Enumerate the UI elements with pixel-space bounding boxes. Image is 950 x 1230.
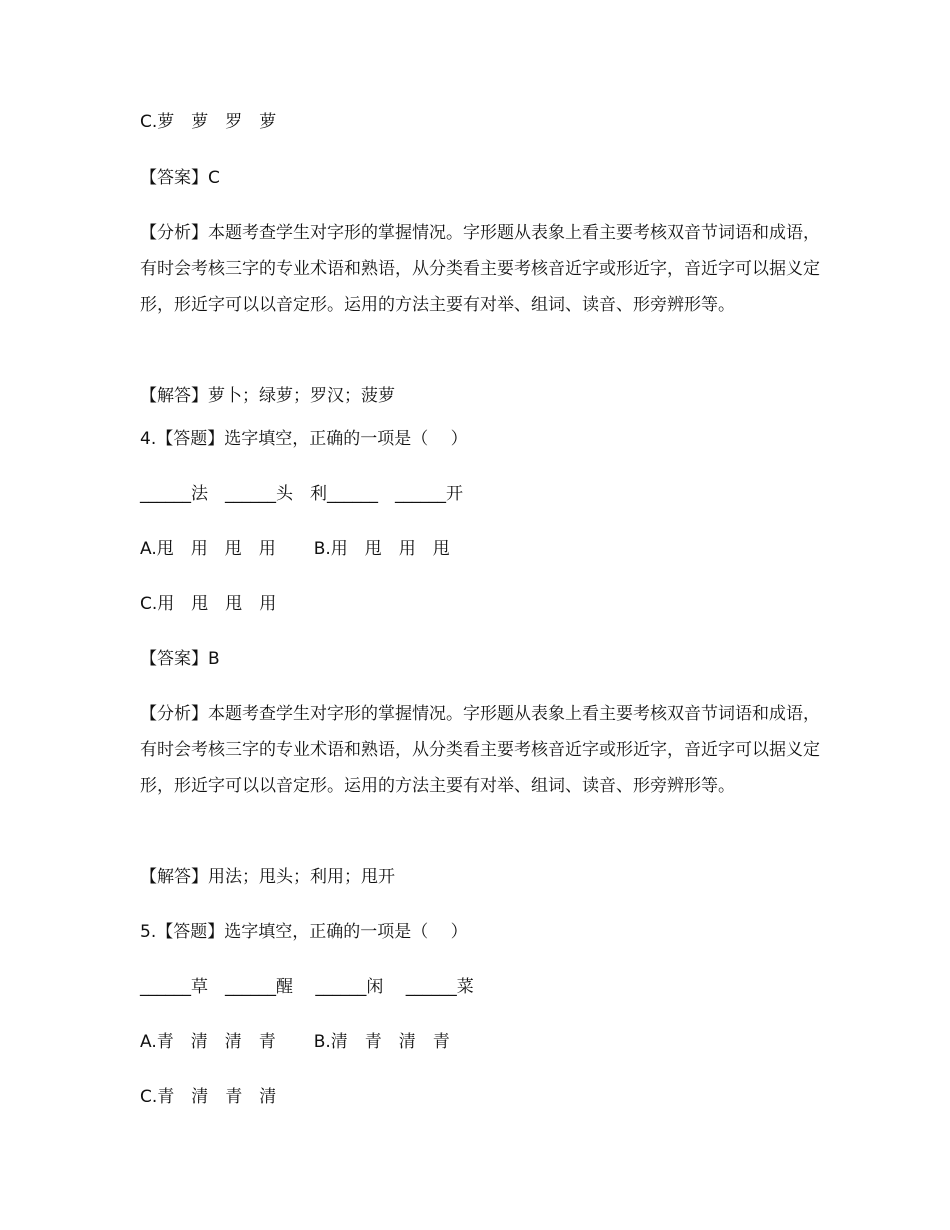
q4-question: 4.【答题】选字填空，正确的一项是（ ） [140,429,468,449]
q4-option-c: C.用 甩 甩 用 [140,594,277,614]
q3-solution: 【解答】萝卜；绿萝；罗汉；菠萝 [140,386,395,406]
q5-option-a: A.青 清 清 青 [140,1032,276,1052]
q4-option-b: B.用 甩 用 甩 [313,539,450,559]
q4-answer: 【答案】B [140,649,220,669]
q5-option-c: C.青 清 青 清 [140,1087,277,1107]
q4-solution: 【解答】用法；甩头；利用；甩开 [140,867,395,887]
q5-blanks: ______草 ______醒 ______闲 ______菜 [140,977,474,997]
q3-answer: 【答案】C [140,168,220,188]
q5-options-ab [140,1030,450,1054]
q3-analysis: 【分析】本题考查学生对字形的掌握情况。字形题从表象上看主要考核双音节词语和成语，有时会考核三字的专业术语和熟语，从分类看主要考核音近字或形近字，音近字可以据义定形，形近字可以以音定形。运用的方法主要有对举、组词、读音、形旁辨形等。 [140,223,820,315]
q4-options-ab [140,537,450,561]
q3-option-c: C.萝 萝 罗 萝 [140,112,277,132]
q4-blanks: ______法 ______头 利______ ______开 [140,484,463,504]
q4-analysis: 【分析】本题考查学生对字形的掌握情况。字形题从表象上看主要考核双音节词语和成语，有时会考核三字的专业术语和熟语，从分类看主要考核音近字或形近字，音近字可以据义定形，形近字可以以音定形。运用的方法主要有对举、组词、读音、形旁辨形等。 [140,704,820,796]
q5-question: 5.【答题】选字填空，正确的一项是（ ） [140,922,468,942]
q5-option-b: B.清 青 清 青 [313,1032,450,1052]
q4-option-a: A.甩 用 甩 用 [140,539,276,559]
